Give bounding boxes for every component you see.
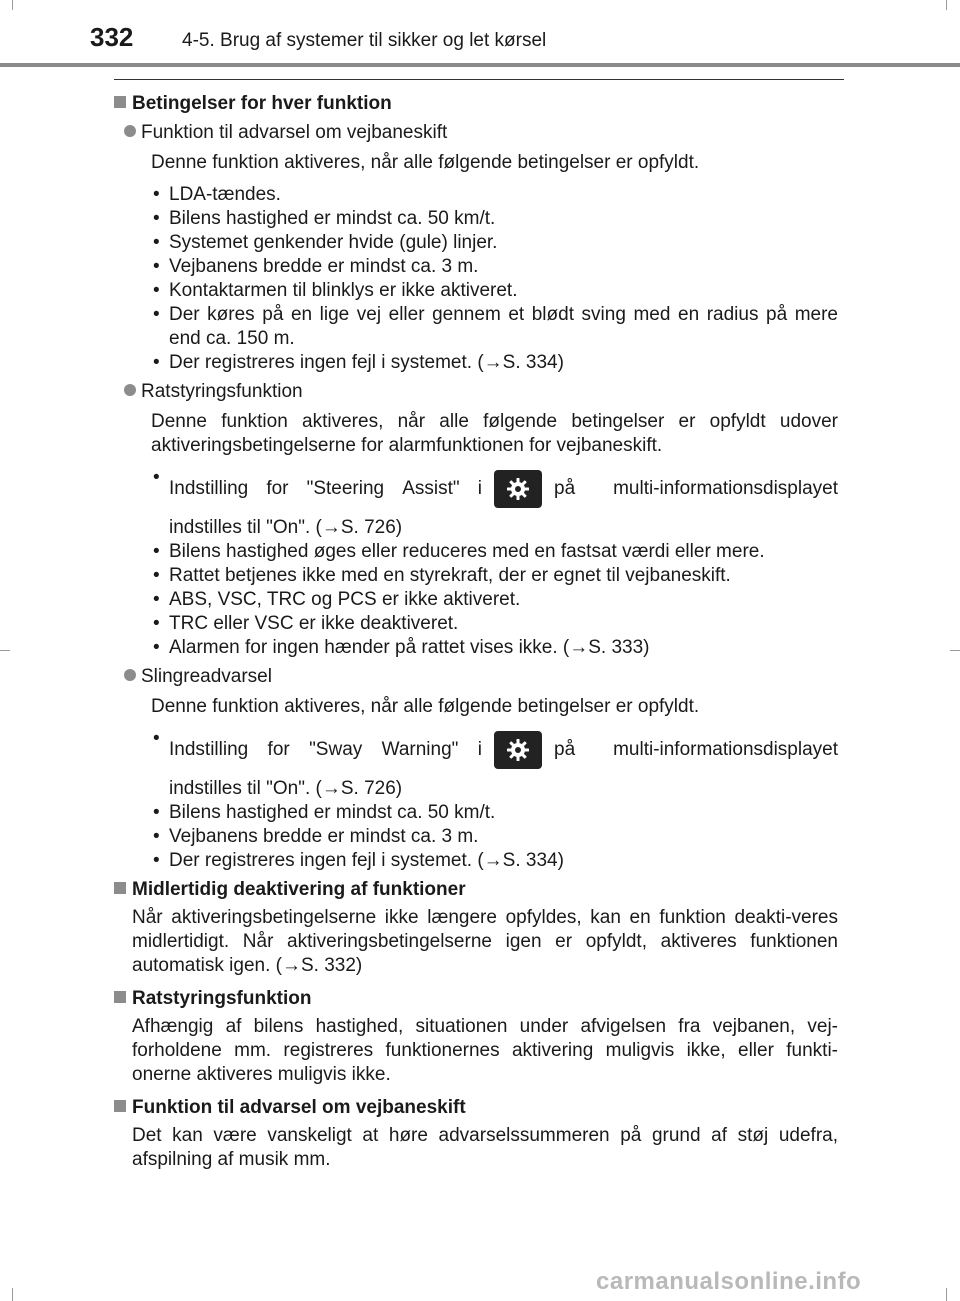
gear-line-word: • Indstilling [169,478,249,499]
gear-line-word: i [477,478,482,499]
list-item [151,466,838,540]
gear-line-word: • Indstilling [169,739,249,760]
list-item [151,727,838,801]
list-item: • Der registreres ingen fejl i systemet. (→S. 334) [151,849,838,873]
sub-heading: Slingreadvarsel [124,665,838,689]
page-content [114,90,838,1172]
header-rule [0,63,960,67]
circle-bullet-icon [124,669,136,681]
gear-line-word: på [554,739,576,760]
list-item: • Vejbanens bredde er mindst ca. 3 m. [151,825,838,849]
gear-line-word: for [267,739,290,760]
sub-heading: Funktion til advarsel om vejbaneskift [124,121,838,145]
chapter-title: 4-5. Brug af systemer til sikker og let kørsel [182,30,547,51]
gear-line-word: Warning" [381,739,459,760]
gear-line-continuation: indstilles til "On". (→S. 726) [169,517,403,538]
gear-line-continuation: indstilles til "On". (→S. 726) [169,778,403,799]
section-heading: Ratstyringsfunktion [114,987,838,1011]
gear-line-word: Assist" [402,478,460,499]
condition-list [151,183,838,375]
list-item: • Systemet genkender hvide (gule) linjer. [151,231,838,255]
crop-mark [12,0,13,10]
settings-button-image [494,470,542,508]
watermark: carmanualsonline.info [596,1268,862,1295]
paragraph: Denne funktion aktiveres, når alle følgende betingelser er opfyldt udover aktiveringsbetingelserne for alarmfunktionen for vejbaneskift. [151,411,838,456]
crop-mark [12,1288,13,1301]
paragraph: Når aktiveringsbetingelserne ikke længere opfyldes, kan en funktion deakti-veres midlertidigt. Når aktiveringsbetingelserne igen er opfyldt, aktiveres funktionen automatisk igen. (→S. 332) [132,907,838,976]
list-item: • Vejbanens bredde er mindst ca. 3 m. [151,255,838,279]
list-item: • Bilens hastighed er mindst ca. 50 km/t. [151,207,838,231]
gear-line-word: på [554,478,576,499]
list-item: • ABS, VSC, TRC og PCS er ikke aktiveret. [151,588,838,612]
square-bullet-icon [114,1100,126,1112]
gear-line-word: i [477,739,482,760]
page-number: 332 [90,22,134,52]
circle-bullet-icon [124,384,136,396]
section-heading: Betingelser for hver funktion [114,92,838,116]
crop-mark [946,1288,947,1301]
crop-mark [950,650,960,651]
paragraph: Denne funktion aktiveres, når alle følgende betingelser er opfyldt. [151,696,700,717]
circle-bullet-icon [124,125,136,137]
list-item: • Kontaktarmen til blinklys er ikke aktiveret. [151,279,838,303]
gear-icon [505,737,531,763]
list-item: • TRC eller VSC er ikke deaktiveret. [151,612,838,636]
content-top-rule [114,79,844,80]
gear-icon [505,476,531,502]
list-item: • Bilens hastighed er mindst ca. 50 km/t. [151,801,838,825]
square-bullet-icon [114,96,126,108]
crop-mark [946,0,947,10]
list-item: • Bilens hastighed øges eller reduceres med en fastsat værdi eller mere. [151,540,838,564]
crop-mark [0,650,10,651]
paragraph: Afhængig af bilens hastighed, situationen under afvigelsen fra vejbanen, vej-forholdene mm. registreres funktionernes aktivering muligvis ikke, eller funkti-onerne aktiveres muligvis ikke. [132,1016,838,1085]
gear-line-word: multi-informationsdisplayet [613,739,838,760]
section-heading: Midlertidig deaktivering af funktioner [114,878,838,902]
gear-line-word: "Sway [309,739,363,760]
list-item: • Rattet betjenes ikke med en styrekraft, der er egnet til vejbaneskift. [151,564,838,588]
list-item: • Der køres på en lige vej eller gennem et blødt sving med en radius på mere end ca. 150 m. [151,303,838,351]
condition-list [151,466,838,660]
paragraph: Det kan være vanskeligt at høre advarselssummeren på grund af støj udefra, afspilning af musik mm. [132,1125,838,1170]
list-item: • Alarmen for ingen hænder på rattet vises ikke. (→S. 333) [151,636,838,660]
section-heading: Funktion til advarsel om vejbaneskift [114,1096,838,1120]
square-bullet-icon [114,991,126,1003]
gear-line-word: multi-informationsdisplayet [613,478,838,499]
settings-button-image [494,731,542,769]
condition-list [151,727,838,873]
list-item: • LDA-tændes. [151,183,838,207]
list-item: • Der registreres ingen fejl i systemet. (→S. 334) [151,351,838,375]
sub-heading: Ratstyringsfunktion [124,380,838,404]
paragraph: Denne funktion aktiveres, når alle følgende betingelser er opfyldt. [151,152,700,173]
square-bullet-icon [114,882,126,894]
gear-line-word: "Steering [306,478,385,499]
gear-line-word: for [266,478,289,499]
